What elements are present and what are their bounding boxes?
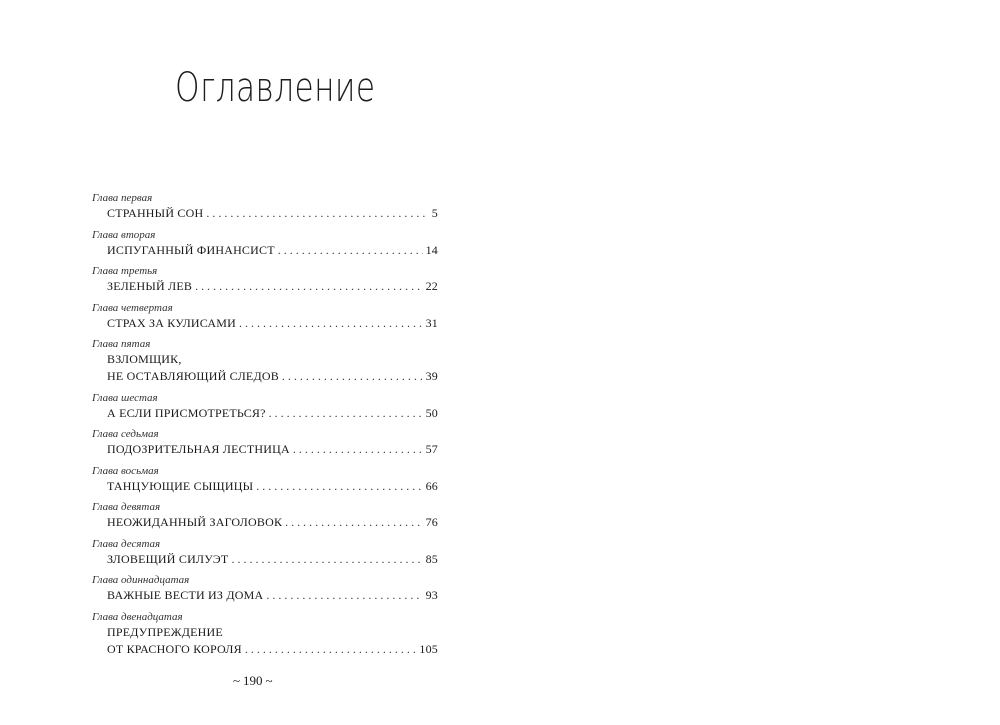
chapter-title: ЗЛОВЕЩИЙ СИЛУЭТ bbox=[107, 551, 229, 566]
page-footer bbox=[233, 672, 273, 690]
dot-leader bbox=[269, 405, 423, 422]
chapter-page-number: 76 bbox=[425, 515, 438, 529]
chapter-title-block bbox=[92, 405, 438, 422]
toc-entry bbox=[92, 265, 438, 295]
toc-list-left bbox=[92, 192, 438, 664]
dot-leader bbox=[195, 278, 422, 295]
chapter-title-line bbox=[107, 441, 438, 458]
dot-leader bbox=[282, 368, 423, 385]
chapter-page-number: 5 bbox=[431, 206, 438, 220]
chapter-title-line bbox=[107, 514, 438, 531]
chapter-label: Глава одиннадцатая bbox=[92, 574, 190, 586]
toc-entry bbox=[92, 338, 438, 385]
chapter-title: А ЕСЛИ ПРИСМОТРЕТЬСЯ? bbox=[107, 405, 266, 420]
chapter-label: Глава первая bbox=[92, 192, 153, 204]
dot-leader bbox=[256, 478, 422, 495]
chapter-title: НЕОЖИДАННЫЙ ЗАГОЛОВОК bbox=[107, 515, 283, 529]
toc-entry bbox=[92, 574, 438, 604]
swash-right-ornament: ~ bbox=[265, 673, 273, 688]
chapter-title-line bbox=[107, 315, 438, 332]
page-number: 190 bbox=[243, 673, 263, 688]
swash-left-ornament: ~ bbox=[233, 673, 241, 688]
chapter-title: СТРАННЫЙ СОН bbox=[107, 206, 204, 220]
chapter-title: НЕ ОСТАВЛЯЮЩИЙ СЛЕДОВ bbox=[107, 369, 279, 383]
chapter-page-number: 66 bbox=[425, 478, 438, 493]
toc-entry bbox=[92, 392, 438, 422]
chapter-page-number: 14 bbox=[425, 242, 438, 257]
toc-entry bbox=[92, 538, 438, 568]
chapter-label: Глава двенадцатая bbox=[92, 610, 183, 623]
chapter-label: Глава шестая bbox=[92, 391, 158, 404]
toc-entry bbox=[92, 465, 438, 495]
chapter-title-line bbox=[107, 368, 438, 385]
chapter-page-number: 85 bbox=[425, 551, 438, 566]
chapter-title-block bbox=[92, 205, 438, 222]
chapter-label: Глава восьмая bbox=[92, 464, 159, 477]
dot-leader bbox=[293, 441, 423, 458]
chapter-title-line bbox=[107, 551, 438, 568]
chapter-title: ЗЕЛЕНЫЙ ЛЕВ bbox=[107, 279, 193, 293]
chapter-page-number: 105 bbox=[419, 641, 438, 656]
toc-entry bbox=[92, 611, 438, 658]
dot-leader bbox=[245, 641, 417, 658]
chapter-page-number: 31 bbox=[425, 315, 438, 330]
chapter-title-line bbox=[107, 478, 438, 495]
chapter-page-number: 22 bbox=[425, 279, 438, 293]
chapter-title-line bbox=[107, 587, 438, 604]
chapter-title-block bbox=[92, 624, 438, 658]
chapter-title-block bbox=[92, 587, 438, 604]
toc-entry bbox=[92, 302, 438, 332]
chapter-label: Глава вторая bbox=[92, 228, 156, 241]
chapter-label: Глава четвертая bbox=[92, 301, 173, 314]
chapter-title: ПРЕДУПРЕЖДЕНИЕ bbox=[107, 624, 223, 639]
chapter-title-block bbox=[92, 278, 438, 295]
right-page bbox=[500, 0, 1000, 725]
chapter-label: Глава десятая bbox=[92, 537, 161, 550]
chapter-title-block bbox=[92, 514, 438, 531]
chapter-title-block bbox=[92, 441, 438, 458]
chapter-label: Глава девятая bbox=[92, 501, 161, 513]
chapter-title: ОТ КРАСНОГО КОРОЛЯ bbox=[107, 641, 242, 656]
toc-title: Оглавление bbox=[175, 65, 376, 111]
dot-leader bbox=[239, 315, 423, 332]
chapter-title: ТАНЦУЮЩИЕ СЫЩИЦЫ bbox=[107, 478, 254, 493]
chapter-title-block bbox=[92, 242, 438, 259]
chapter-title: ПОДОЗРИТЕЛЬНАЯ ЛЕСТНИЦА bbox=[107, 442, 290, 456]
dot-leader bbox=[266, 587, 422, 604]
toc-entry bbox=[92, 229, 438, 259]
chapter-page-number: 39 bbox=[425, 369, 438, 383]
chapter-title: ВЗЛОМЩИК, bbox=[107, 352, 182, 366]
chapter-title: ВАЖНЫЕ ВЕСТИ ИЗ ДОМА bbox=[107, 588, 264, 602]
toc-entry bbox=[92, 192, 438, 222]
chapter-title-line bbox=[107, 624, 438, 641]
dot-leader bbox=[231, 551, 422, 568]
chapter-label: Глава пятая bbox=[92, 338, 151, 350]
chapter-title-line bbox=[107, 641, 438, 658]
chapter-title-line bbox=[107, 205, 438, 222]
chapter-title-line bbox=[107, 351, 438, 368]
toc-entry bbox=[92, 428, 438, 458]
chapter-title-line bbox=[107, 278, 438, 295]
toc-entry bbox=[92, 501, 438, 531]
chapter-title-block bbox=[92, 315, 438, 332]
chapter-title-line bbox=[107, 242, 438, 259]
dot-leader bbox=[278, 242, 423, 259]
chapter-page-number: 57 bbox=[425, 442, 438, 456]
chapter-title-block bbox=[92, 478, 438, 495]
chapter-title-line bbox=[107, 405, 438, 422]
chapter-title-block bbox=[92, 551, 438, 568]
dot-leader bbox=[285, 514, 422, 531]
dot-leader bbox=[206, 205, 428, 222]
chapter-title-block bbox=[92, 351, 438, 385]
chapter-label: Глава седьмая bbox=[92, 428, 159, 440]
chapter-label: Глава третья bbox=[92, 265, 158, 277]
chapter-title: СТРАХ ЗА КУЛИСАМИ bbox=[107, 315, 237, 330]
chapter-page-number: 93 bbox=[425, 588, 438, 602]
chapter-title: ИСПУГАННЫЙ ФИНАНСИСТ bbox=[107, 242, 275, 257]
chapter-page-number: 50 bbox=[425, 405, 438, 420]
